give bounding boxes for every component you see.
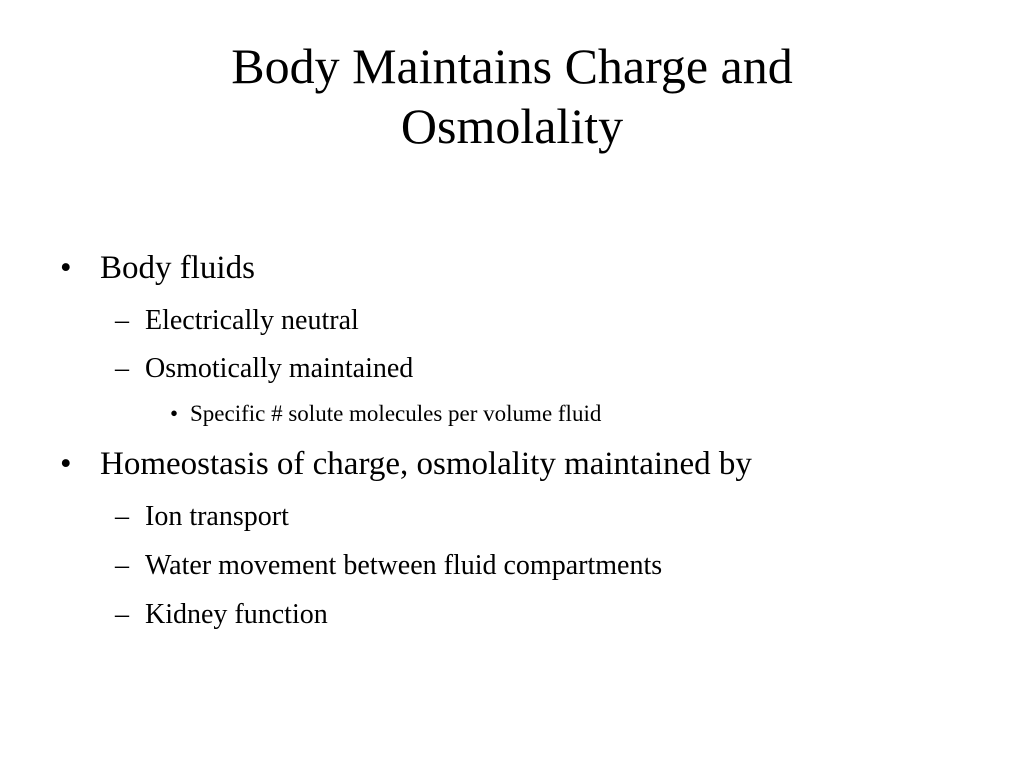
dash-marker: –	[115, 305, 129, 336]
dash-marker: –	[115, 501, 129, 532]
dash-marker: –	[115, 550, 129, 581]
dash-marker: –	[115, 599, 129, 630]
slide-title-line-2: Osmolality	[400, 98, 624, 154]
bullet-marker: •	[60, 446, 72, 482]
sub-sub-bullet-text: Specific # solute molecules per volume fluid	[190, 401, 602, 426]
bullet-text: Homeostasis of charge, osmolality maintained by	[100, 446, 752, 482]
sub-bullet-text: Ion transport	[145, 501, 289, 532]
slide-title-line-1: Body Maintains Charge and	[231, 38, 793, 94]
sub-bullet-text: Kidney function	[145, 599, 328, 630]
dash-marker: –	[115, 353, 129, 384]
sub-bullet-text: Electrically neutral	[145, 305, 359, 336]
bullet-marker: •	[60, 250, 72, 286]
bullet-marker: •	[170, 401, 179, 426]
sub-bullet-text: Water movement between fluid compartments	[145, 550, 663, 581]
sub-bullet-text: Osmotically maintained	[145, 353, 414, 384]
bullet-text: Body fluids	[100, 250, 255, 286]
